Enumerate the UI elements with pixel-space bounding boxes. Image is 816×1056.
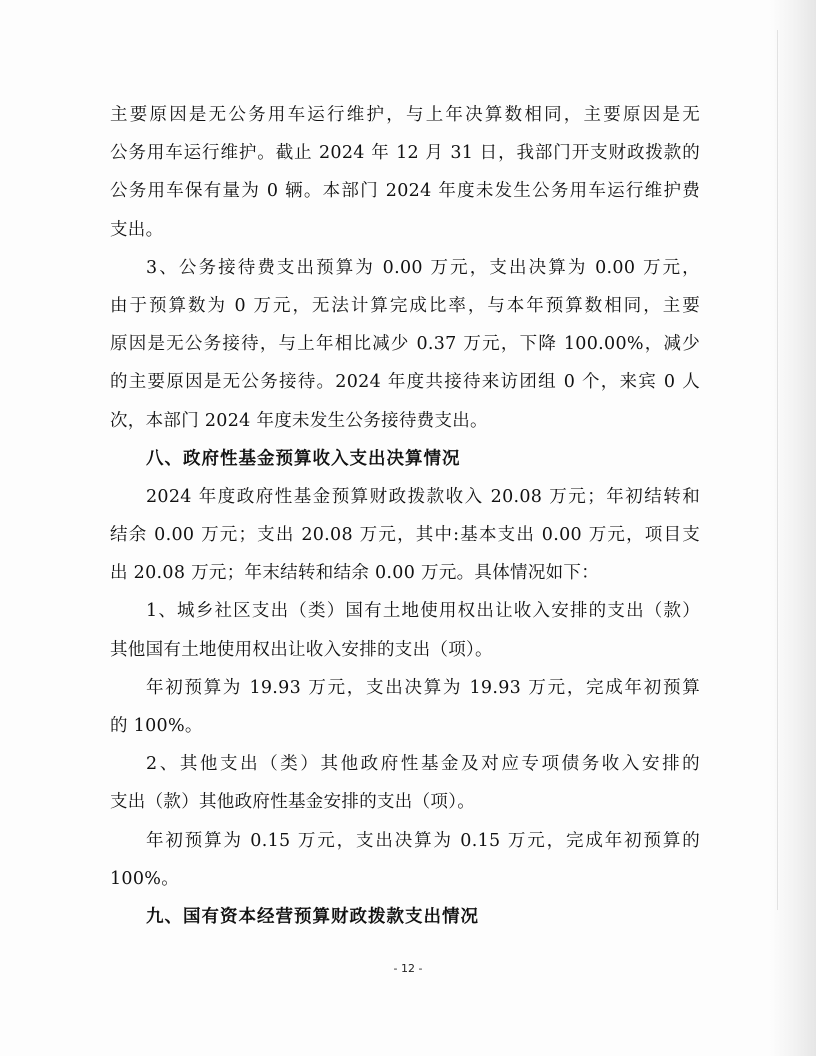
paragraph-start-line: 2、其他支出（类）其他政府性基金及对应专项债务收入安排的 bbox=[146, 754, 700, 775]
body-line: 100%。 bbox=[110, 868, 180, 889]
body-line: 公务用车保有量为 0 辆。本部门 2024 年度未发生公务用车运行维护费 bbox=[110, 181, 700, 202]
page-edge-line bbox=[777, 30, 778, 910]
body-line: 的主要原因是无公务接待。2024 年度共接待来访团组 0 个，来宾 0 人 bbox=[110, 372, 700, 393]
body-line: 由于预算数为 0 万元，无法计算完成比率，与本年预算数相同，主要 bbox=[110, 295, 700, 316]
paragraph-start-line: 3、公务接待费支出预算为 0.00 万元，支出决算为 0.00 万元， bbox=[146, 257, 700, 278]
body-line: 支出。 bbox=[110, 219, 164, 240]
page-number: - 12 - bbox=[393, 962, 423, 975]
body-line: 其他国有土地使用权出让收入安排的支出（项）。 bbox=[110, 639, 493, 660]
body-line: 主要原因是无公务用车运行维护，与上年决算数相同，主要原因是无 bbox=[110, 105, 700, 125]
body-line: 出 20.08 万元；年末结转和结余 0.00 万元。具体情况如下： bbox=[110, 563, 600, 584]
body-line: 的 100%。 bbox=[110, 716, 203, 736]
paragraph-start-line: 年初预算为 19.93 万元，支出决算为 19.93 万元，完成年初预算 bbox=[146, 677, 700, 698]
body-line: 原因是无公务接待，与上年相比减少 0.37 万元，下降 100.00%，减少 bbox=[110, 334, 700, 355]
body-line: 公务用车运行维护。截止 2024 年 12 月 31 日，我部门开支财政拨款的 bbox=[110, 143, 700, 164]
section-heading: 九、国有资本经营预算财政拨款支出情况 bbox=[146, 906, 479, 927]
body-line: 次，本部门 2024 年度未发生公务接待费支出。 bbox=[110, 410, 488, 431]
body-line: 支出（款）其他政府性基金安排的支出（项）。 bbox=[110, 792, 476, 813]
paragraph-start-line: 2024 年度政府性基金预算财政拨款收入 20.08 万元；年初结转和 bbox=[146, 486, 700, 507]
document-body bbox=[110, 96, 700, 936]
paragraph-start-line: 1、城乡社区支出（类）国有土地使用权出让收入安排的支出（款） bbox=[146, 601, 700, 622]
section-heading: 八、政府性基金预算收入支出决算情况 bbox=[146, 448, 461, 469]
body-line: 结余 0.00 万元；支出 20.08 万元，其中:基本支出 0.00 万元，项目支 bbox=[110, 525, 700, 546]
paragraph-start-line: 年初预算为 0.15 万元，支出决算为 0.15 万元，完成年初预算的 bbox=[146, 830, 700, 851]
